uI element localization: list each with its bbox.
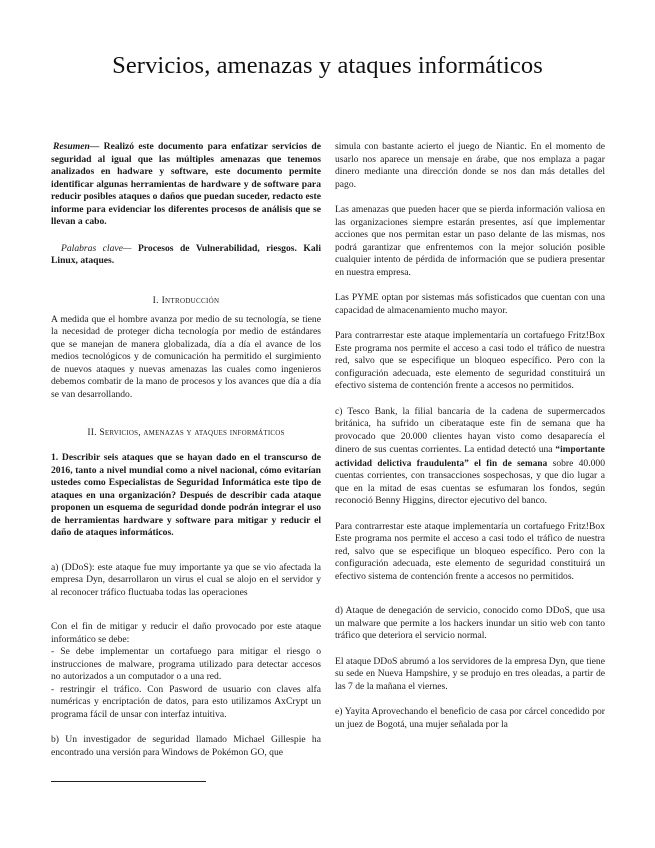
abstract	[51, 141, 321, 229]
abstract-text: Realizó este documento para enfatizar servicios de seguridad al igual que las múltiples amenazas que tenemos analizados en hadware y software, este documento permite identificar algunas herramientas de hardware y de software para reducir posibles ataques o daños que puedan suceder, redacto este informe para evidenciar los diferentes procesos de análisis que se llevan a cabo.	[51, 141, 321, 227]
right-column	[335, 141, 605, 731]
keywords-lead: Palabras clave—	[61, 242, 132, 254]
tesco-text-a: c) Tesco Bank, la filial bancaria de la cadena de supermercados británica, ha sufrido un ciberataque este fin de semana que ha provocado que 20.000 clientes hayan visto como desaparecía el dinero de sus cuentas corrientes. La entidad detectó una	[335, 405, 605, 455]
abstract-lead: Resumen—	[53, 141, 100, 152]
keywords-text: Procesos de Vulnerabilidad, riesgos. Kali Linux, ataques.	[51, 242, 321, 266]
paragraph-tesco	[335, 406, 605, 508]
paragraph-firewall-2: Para contrarrestar este ataque implementaría un cortafuego Fritz!Box Este programa nos permite el acceso a casi todo el tráfico de nuestra red, salvo que se especifique un bloqueo específico. Pero con la configuración adecuada, este elemento de seguridad constituirá un efectivo sistema de contención frente a accesos no permitidos.	[335, 520, 605, 582]
paragraph-pyme: Las PYME optan por sistemas más sofisticados que cuentan con una capacidad de almacenamiento mucho mayor.	[335, 292, 605, 316]
tesco-quote: “importante actividad delictiva fraudulenta” el fin de semana	[335, 444, 605, 468]
paper-title: Servicios, amenazas y ataques informáticos	[112, 52, 543, 79]
paragraph-attack-b: b) Un investigador de seguridad llamado Michael Gillespie ha encontrado una versión para Windows de Pokémon GO, que	[51, 734, 321, 758]
paragraph-dyn: El ataque DDoS abrumó a los servidores de la empresa Dyn, que tiene su sede en Nueva Hampshire, y se produjo en tres oleadas, a partir de las 7 de la mañana el viernes.	[335, 655, 605, 692]
question-1: 1. Describir seis ataques que se hayan dado en el transcurso de 2016, tanto a nivel mundial como a nivel nacional, cómo evitarían ustedes como Especialistas de Seguridad Informática este tipo de ataques en una organización? Después de describir cada ataque proponen un esquema de seguridad donde podrán integrar el uso de herramientas hardware y software para mitigar y reducir el daño de ataques informáticos.	[51, 452, 321, 538]
keywords	[51, 243, 321, 268]
footnote-rule	[51, 781, 206, 782]
intro-paragraph: A medida que el hombre avanza por medio de su tecnología, se tiene la necesidad de proteger dicha tecnología por medio de estándares que se manejan de manera globalizada, día a día el avance de los medios tecnológicos y de comunicación ha permitido el surgimiento de nuevos ataques y nuevas amenazas las cuales como ingenieros debemos combatir de la mano de procesos y los avances que día a día se van desarrollando.	[51, 313, 321, 400]
section-heading-introduction: I. Introducción	[152, 294, 220, 306]
paragraph-threats: Las amenazas que pueden hacer que se pierda información valiosa en las organizaciones siempre estarán presentes, así que implementar acciones que nos permitan estar un paso delante de las mismas, nos podrá garantizar que enfrentemos con la mejor solución posible cualquier intento de pérdida de información que se pudiera presentar en nuestra empresa.	[335, 204, 605, 278]
section-heading-services: II. Servicios, amenazas y ataques informáticos	[87, 427, 285, 438]
paragraph-pokemon-continued: simula con bastante acierto el juego de Niantic. En el momento de usarlo nos aparece un mensaje en árabe, que nos emplaza a pagar dinero mediante una dirección donde se nos dan más detalles del pago.	[335, 141, 605, 190]
paragraph-mitigate-2: - restringir el tráfico. Con Pasword de usuario con claves alfa numéricas y encriptación de datos, para esto utilizamos AxCrypt un programa fácil de unsar con interfaz intuitiva.	[51, 683, 321, 720]
paragraph-mitigate-1: - Se debe implementar un cortafuego para mitigar el riesgo o instrucciones de malware, programa utilizado para detectar accesos no autorizados a un computador o a una red.	[51, 646, 321, 682]
paragraph-firewall-1: Para contrarrestar este ataque implementaría un cortafuego Fritz!Box Este programa nos permite el acceso a casi todo el tráfico de nuestra red, salvo que se especifique un bloqueo específico. Pero con la configuración adecuada, este elemento de seguridad constituirá un efectivo sistema de contención frente a accesos no permitidos.	[335, 330, 605, 391]
paragraph-attack-e: e) Yayita Aprovechando el beneficio de casa por cárcel concedido por un juez de Bogotá, una mujer señalada por la	[335, 706, 605, 730]
left-column	[51, 141, 321, 759]
paragraph-mitigate: Con el fin de mitigar y reducir el daño provocado por este ataque informático se debe:	[51, 621, 321, 645]
tesco-text-b: sobre 40.000 cuentas corrientes, con transacciones sospechosas, y que dio lugar a que en la mitad de esas cuentas se esfumaran los fondos, según reconoció Benny Higgins, director ejecutivo del banco.	[335, 457, 605, 506]
paragraph-attack-d: d) Ataque de denegación de servicio, conocido como DDoS, que usa un malware que permite a los hackers inundar un sitio web con tanto tráfico que deteriora el servicio normal.	[335, 605, 605, 641]
paragraph-attack-a: a) (DDoS): este ataque fue muy importante ya que se vio afectada la empresa Dyn, desarrollaron un virus el cual se alojo en el servidor y al reconocer tráfico fluctuaba todas las operaciones	[51, 561, 321, 598]
